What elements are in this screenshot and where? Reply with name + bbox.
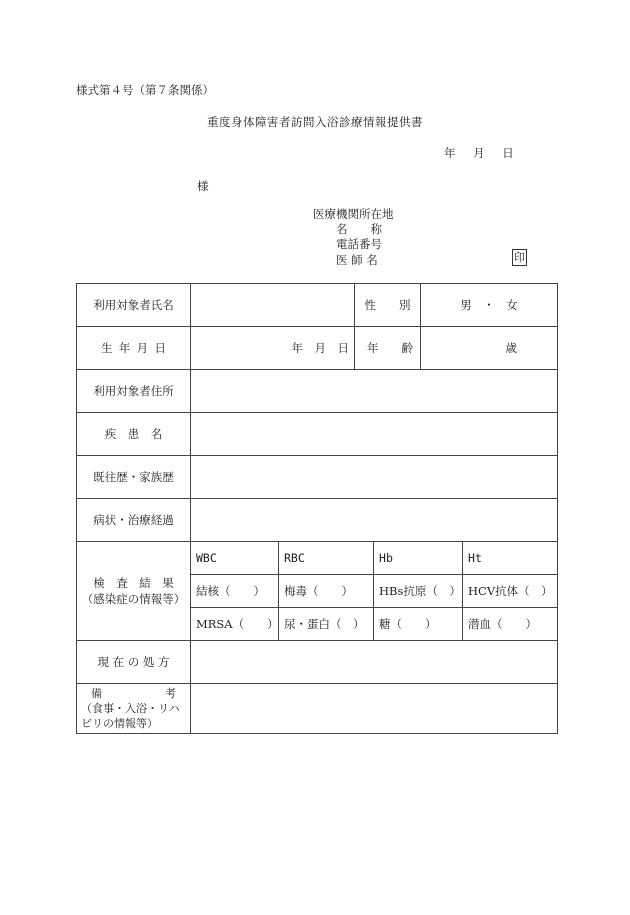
- remarks-field[interactable]: [191, 684, 558, 734]
- doctor-name-label: 医 師 名: [336, 253, 378, 267]
- row-address: [77, 370, 558, 413]
- exam-tuberculosis[interactable]: 結核（ ）: [191, 575, 279, 608]
- row-birth-date: [77, 327, 558, 370]
- sex-label: 性 別: [355, 284, 421, 327]
- row-history: [77, 456, 558, 499]
- addressee-suffix: 様: [197, 179, 209, 193]
- row-prescription: [77, 641, 558, 684]
- history-label: 既往歴・家族歴: [77, 456, 191, 499]
- row-disease: [77, 413, 558, 456]
- address-label: 利用対象者住所: [77, 370, 191, 413]
- sex-value[interactable]: 男 ・ 女: [421, 284, 558, 327]
- exam-sublabel: （感染症の情報等）: [81, 592, 186, 606]
- disease-field[interactable]: [191, 413, 558, 456]
- exam-hbs-antigen[interactable]: HBs抗原（ ）: [374, 575, 463, 608]
- institution-location-label: 医療機関所在地: [313, 207, 394, 221]
- birth-date-label: 生 年 月 日: [77, 327, 191, 370]
- exam-sugar[interactable]: 糖（ ）: [374, 608, 463, 641]
- exam-occult-blood[interactable]: 潜血（ ）: [463, 608, 558, 641]
- exam-wbc[interactable]: WBC: [191, 542, 279, 575]
- date-line: 年 月 日: [444, 146, 514, 160]
- exam-label-cell: [77, 542, 191, 641]
- exam-label: 検 査 結 果: [93, 576, 174, 590]
- row-symptoms: [77, 499, 558, 542]
- exam-rbc[interactable]: RBC: [279, 542, 374, 575]
- history-field[interactable]: [191, 456, 558, 499]
- symptoms-field[interactable]: [191, 499, 558, 542]
- form-number: 様式第４号（第７条関係）: [76, 83, 214, 97]
- row-user-name: [77, 284, 558, 327]
- address-field[interactable]: [191, 370, 558, 413]
- info-form-table: [76, 283, 558, 734]
- exam-mrsa[interactable]: MRSA（ ）: [191, 608, 279, 641]
- exam-ht[interactable]: Ht: [463, 542, 558, 575]
- exam-hcv-antibody[interactable]: HCV抗体（ ）: [463, 575, 558, 608]
- row-remarks: [77, 684, 558, 734]
- age-label: 年 齢: [355, 327, 421, 370]
- age-field[interactable]: 歳: [421, 327, 558, 370]
- exam-urine-protein[interactable]: 尿・蛋白（ ）: [279, 608, 374, 641]
- document-title: 重度身体障害者訪問入浴診療情報提供書: [207, 115, 423, 129]
- remarks-label: 備 考: [91, 687, 176, 700]
- symptoms-label: 病状・治療経過: [77, 499, 191, 542]
- exam-hb[interactable]: Hb: [374, 542, 463, 575]
- institution-name-label: 名 称: [336, 222, 382, 236]
- seal-mark: 印: [514, 251, 525, 264]
- phone-number-label: 電話番号: [336, 237, 382, 251]
- user-name-field[interactable]: [191, 284, 355, 327]
- birth-date-field[interactable]: 年 月 日: [191, 327, 355, 370]
- user-name-label: 利用対象者氏名: [77, 284, 191, 327]
- row-exam-1: [77, 542, 558, 575]
- remarks-label-cell: [77, 684, 191, 734]
- exam-syphilis[interactable]: 梅毒（ ）: [279, 575, 374, 608]
- remarks-sublabel: （食事・入浴・リハビリの情報等）: [81, 702, 180, 730]
- disease-label: 疾 患 名: [77, 413, 191, 456]
- prescription-field[interactable]: [191, 641, 558, 684]
- prescription-label: 現 在 の 処 方: [77, 641, 191, 684]
